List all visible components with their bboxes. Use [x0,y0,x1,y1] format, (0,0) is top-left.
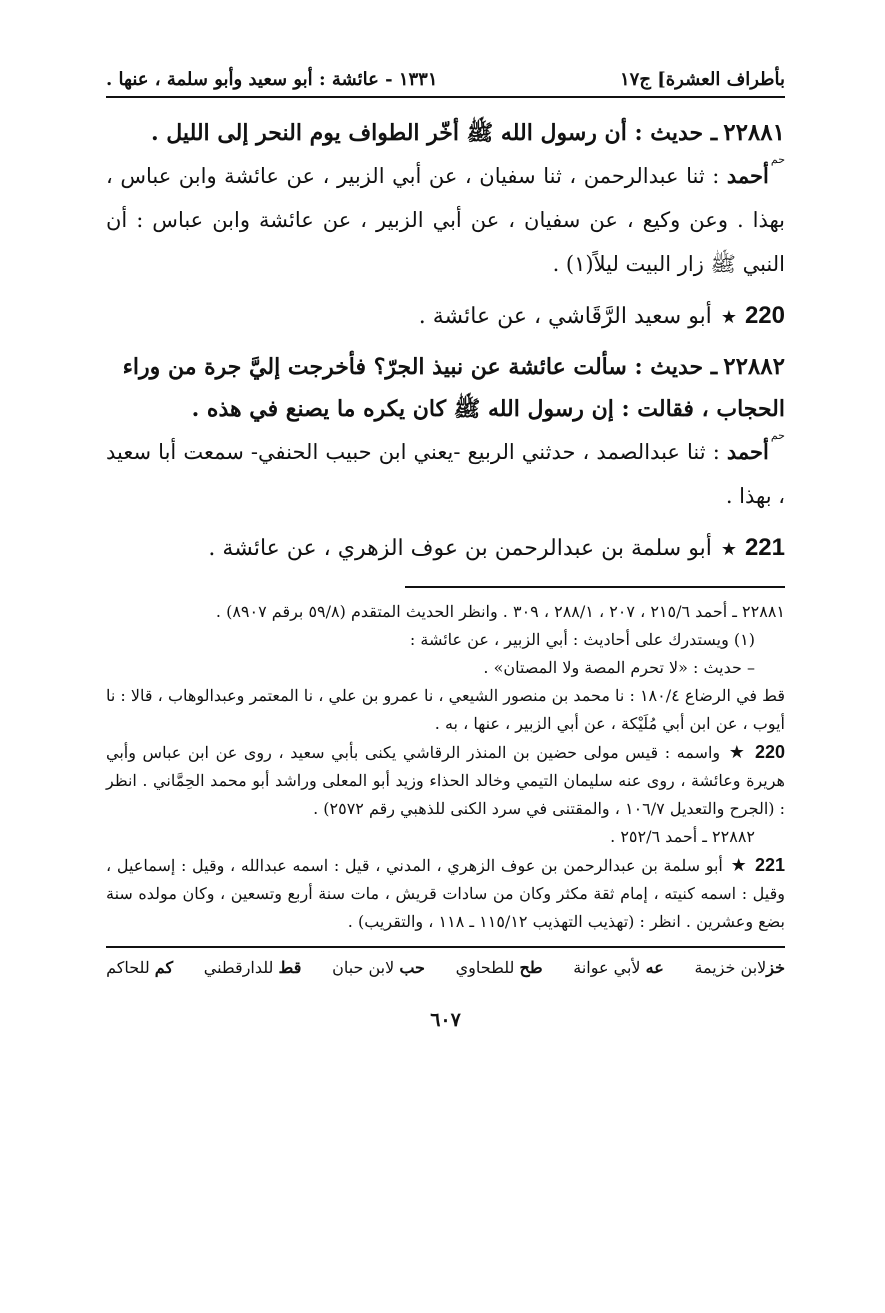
star-icon: ★ [720,307,737,328]
abbr-item: كم للحاكم [106,958,174,977]
header-book-title: بأطراف العشرة] ج١٧ [619,69,785,90]
star-icon: ★ [728,742,747,763]
footnote-number: 221 [754,855,786,875]
hadith-22881-title [106,112,785,154]
source-tag: حم [770,429,785,442]
footnote-220 [106,738,785,823]
abbreviations-rule [106,946,785,948]
footnote-1-source: قط في الرضاع ١٨٠/٤ : نا محمد بن منصور الشيعي ، نا عمرو بن علي ، نا المعتمر وعبدالوهاب ، قالا : نا أيوب ، عن ابن أبي مُلَيْكة ، عن أبي الزبير ، عنها ، به . [106,686,786,733]
narrator-221 [106,524,785,574]
hadith-text: ـ حديث : أن رسول الله ﷺ أخّر الطواف يوم النحر إلى الليل . [150,120,718,146]
page-number: ٦٠٧ [430,1009,461,1031]
footnote-text: أبو سلمة بن عبدالرحمن بن عوف الزهري ، المدني ، قيل : اسمه عبدالله ، وقيل : إسماعيل ، وقيل : اسمه كنيته ، إمام ثقة مكثر وكان من سادات قريش ، مات سنة أربع وتسعين ، وكان مولده سنة بضع وعشرين . انظر : (تهذيب التهذيب ١١٥/١٢ ـ ١١٨ ، والتقريب) . [106,856,786,931]
star-icon: ★ [730,855,748,876]
footnote-1: (١) ويستدرك على أحاديث : أبي الزبير ، عن عائشة : [409,630,755,649]
source-name: أحمد [726,163,769,188]
running-header [106,40,785,90]
hadith-number: ٢٢٨٨٢ [723,353,785,380]
narrator-text: أبو سعيد الرَّقَاشي ، عن عائشة . [418,304,712,329]
footnote-22881: ٢٢٨٨١ ـ أحمد ٢١٥/٦ ، ٢٠٧ ، ٢٨٨/١ ، ٣٠٩ . وانظر الحديث المتقدم (٥٩/٨ برقم ٨٩٠٧) . [215,602,785,621]
hadith-text: ـ حديث : سألت عائشة عن نبيذ الجرّ؟ فأخرجت إليَّ جرة من وراء الحجاب ، فقالت : إن رسول الله ﷺ كان يكره ما يصنع في هذه . [122,354,785,422]
footnote-22882: ٢٢٨٨٢ ـ أحمد ٢٥٢/٦ . [610,827,755,846]
abbr-item: عه لأبي عوانة [573,958,664,977]
hadith-22882-sanad [106,430,785,518]
narrator-220 [106,292,785,342]
narrator-number: 221 [744,534,785,561]
abbr-item: خزلابن خزيمة [694,958,785,977]
abbreviations-key [106,958,785,977]
header-rule [106,96,785,98]
footnote-221 [106,851,785,936]
hadith-22882-title [106,346,785,430]
header-section-title: ١٣٣١ - عائشة : أبو سعيد وأبو سلمة ، عنها . [106,69,438,90]
sanad-text: : ثنا عبدالصمد ، حدثني الربيع -يعني ابن حبيب الحنفي- سمعت أبا سعيد ، بهذا . [106,440,785,508]
sanad-text: : ثنا عبدالرحمن ، ثنا سفيان ، عن أبي الزبير ، عن عائشة وابن عباس ، بهذا . وعن وكيع ، عن سفيان ، عن أبي الزبير ، عن عائشة وابن عباس : أن النبي ﷺ زار البيت ليلاً(١) . [106,164,785,276]
footnote-text: واسمه : قيس مولى حضين بن المنذر الرقاشي يكنى بأبي سعيد ، روى عن ابن عباس وأبي هريرة وعائشة ، روى عنه سليمان التيمي وخالد الحذاء وزيد أبو المعلى وراشد أبو محمد الحِمَّاني . انظر : (الجرح والتعديل ١٠٦/٧ ، والمقتنى في سرد الكنى للذهبي رقم ٢٥٧٢) . [106,743,785,818]
narrator-number: 220 [744,302,785,329]
abbr-item: طح للطحاوي [455,958,543,977]
footnote-number: 220 [754,742,786,762]
footnote-1-hadith: – حديث : «لا تحرم المصة ولا المصتان» . [483,658,755,677]
hadith-22881-sanad [106,154,785,286]
footnote-separator [405,586,785,588]
source-name: أحمد [726,439,769,464]
narrator-text: أبو سلمة بن عبدالرحمن بن عوف الزهري ، عن عائشة . [208,536,712,561]
source-tag: حم [770,153,785,166]
star-icon: ★ [720,539,737,560]
hadith-number: ٢٢٨٨١ [723,119,785,146]
abbr-item: حب لابن حبان [332,958,425,977]
abbr-item: قط للدارقطني [203,958,302,977]
